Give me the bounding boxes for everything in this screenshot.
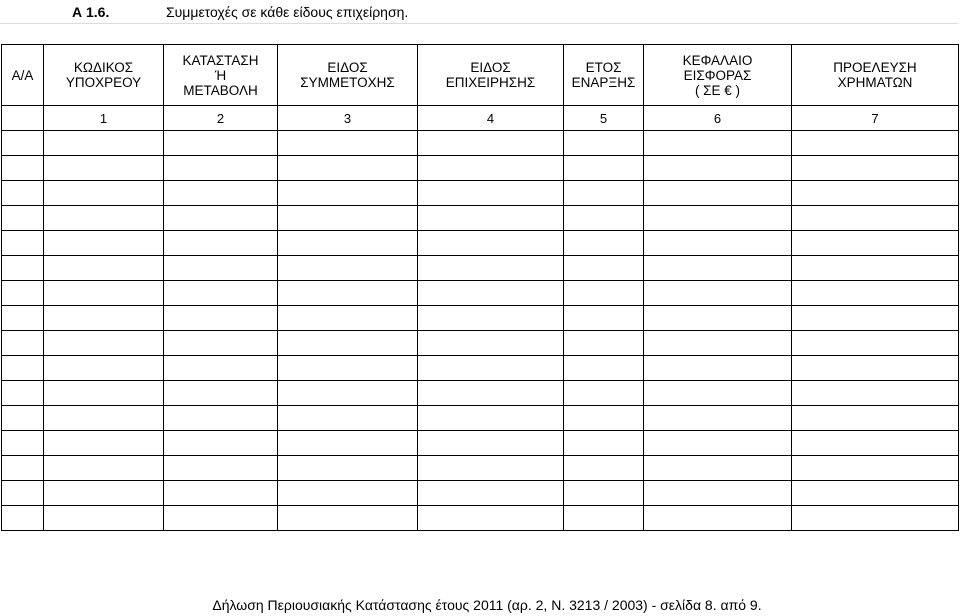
table-cell[interactable] [44,481,164,506]
table-cell[interactable] [564,356,644,381]
header-label: ΚΑΤΑΣΤΑΣΗ [182,52,259,68]
table-cell[interactable] [418,181,564,206]
table-cell[interactable] [564,231,644,256]
table-cell[interactable] [44,231,164,256]
table-cell[interactable] [644,281,792,306]
table-cell[interactable] [644,181,792,206]
table-cell[interactable] [44,456,164,481]
table-cell[interactable] [564,206,644,231]
table-cell[interactable] [44,331,164,356]
table-cell[interactable] [564,431,644,456]
table-row [2,156,959,181]
table-cell[interactable] [644,456,792,481]
table-cell[interactable] [164,481,278,506]
table-cell[interactable] [644,481,792,506]
table-row [2,356,959,381]
table-cell[interactable] [44,356,164,381]
table-cell[interactable] [418,231,564,256]
table-cell[interactable] [2,356,44,381]
table-row [2,131,959,156]
header-label: ΥΠΟΧΡΕΟΥ [65,75,142,90]
table-cell[interactable] [418,256,564,281]
table-cell[interactable] [278,456,418,481]
table-cell[interactable] [278,481,418,506]
header-label: ΚΩΔΙΚΟΣ [73,60,134,75]
table-cell[interactable] [278,406,418,431]
table-cell[interactable] [44,131,164,156]
table-cell[interactable] [278,131,418,156]
table-cell[interactable] [564,306,644,331]
table-cell[interactable] [44,506,164,531]
header-cell [164,45,278,106]
table-cell[interactable] [418,506,564,531]
table-cell[interactable] [644,256,792,281]
table-cell[interactable] [44,381,164,406]
table-cell[interactable] [278,356,418,381]
table-cell[interactable] [418,406,564,431]
table-cell[interactable] [418,381,564,406]
header-label: ΣΥΜΜΕΤΟΧΗΣ [300,75,395,90]
table-cell[interactable] [792,381,959,406]
column-number: 3 [278,106,418,131]
table-cell[interactable] [644,356,792,381]
table-cell[interactable] [792,506,959,531]
table-cell[interactable] [164,431,278,456]
table-cell[interactable] [792,156,959,181]
table-cell[interactable] [164,206,278,231]
table-cell[interactable] [278,381,418,406]
table-cell[interactable] [164,381,278,406]
table-cell[interactable] [644,406,792,431]
table-cell[interactable] [418,356,564,381]
table-row [2,181,959,206]
header-label: Ή [214,67,227,83]
column-number: 7 [792,106,959,131]
table-cell[interactable] [564,156,644,181]
table-cell[interactable] [564,506,644,531]
column-number: 1 [44,106,164,131]
table-cell[interactable] [164,356,278,381]
table-cell[interactable] [564,406,644,431]
header-label: ( ΣΕ € ) [694,82,741,98]
table-cell[interactable] [564,456,644,481]
table-cell[interactable] [164,156,278,181]
table-cell[interactable] [2,481,44,506]
header-cell [2,45,44,106]
table-cell[interactable] [564,256,644,281]
header-label: ΜΕΤΑΒΟΛΗ [183,82,258,98]
table-row [2,256,959,281]
table-cell[interactable] [792,406,959,431]
header-label: Α/Α [11,67,34,83]
table-cell[interactable] [792,281,959,306]
header-label: ΕΤΟΣ [585,60,622,75]
table-cell[interactable] [278,306,418,331]
table-cell[interactable] [792,256,959,281]
column-number [2,106,44,131]
table-cell[interactable] [278,156,418,181]
table-cell[interactable] [2,456,44,481]
table-cell[interactable] [418,331,564,356]
table-cell[interactable] [2,381,44,406]
table-cell[interactable] [418,306,564,331]
table-cell[interactable] [792,231,959,256]
table-row [2,456,959,481]
table-cell[interactable] [2,331,44,356]
table-row [2,306,959,331]
table-cell[interactable] [44,256,164,281]
table-cell[interactable] [564,181,644,206]
table-cell[interactable] [792,181,959,206]
table-cell[interactable] [644,506,792,531]
header-cell [564,45,644,106]
header-label: ΕΙΔΟΣ [327,60,368,75]
table-row [2,431,959,456]
table-cell[interactable] [44,206,164,231]
table-row [2,381,959,406]
table-cell[interactable] [564,481,644,506]
header-label: ΚΕΦΑΛΑΙΟ [682,52,753,68]
table-cell[interactable] [164,406,278,431]
table-row [2,406,959,431]
section-number: Α 1.6. [72,4,110,20]
table-cell[interactable] [564,381,644,406]
table-cell[interactable] [792,481,959,506]
table-cell[interactable] [564,281,644,306]
table-cell[interactable] [278,206,418,231]
table-cell[interactable] [2,206,44,231]
header-label: ΕΙΔΟΣ [470,60,511,75]
table-cell[interactable] [792,331,959,356]
table-cell[interactable] [2,181,44,206]
header-label: ΧΡΗΜΑΤΩΝ [837,75,913,90]
table-cell[interactable] [644,231,792,256]
table-cell[interactable] [44,181,164,206]
column-number: 4 [418,106,564,131]
table-cell[interactable] [164,231,278,256]
table-cell[interactable] [2,281,44,306]
table-cell[interactable] [2,306,44,331]
table-cell[interactable] [418,481,564,506]
table-cell[interactable] [164,181,278,206]
table-cell[interactable] [164,281,278,306]
table-cell[interactable] [644,306,792,331]
table-row [2,281,959,306]
table-cell[interactable] [278,256,418,281]
header-cell [418,45,564,106]
header-label: ΕΝΑΡΞΗΣ [571,75,636,90]
column-number: 6 [644,106,792,131]
table-row [2,506,959,531]
table-cell[interactable] [644,381,792,406]
table-cell[interactable] [2,406,44,431]
table-cell[interactable] [792,431,959,456]
header-cell [792,45,959,106]
section-divider [0,23,958,24]
table-cell[interactable] [792,206,959,231]
table-cell[interactable] [644,156,792,181]
table-cell[interactable] [2,431,44,456]
table-cell[interactable] [44,431,164,456]
table-body [2,131,959,531]
table-cell[interactable] [564,331,644,356]
table-cell[interactable] [44,281,164,306]
table-cell[interactable] [418,156,564,181]
table-row [2,331,959,356]
table-cell[interactable] [644,431,792,456]
table-cell[interactable] [792,131,959,156]
section-title: Συμμετοχές σε κάθε είδους επιχείρηση. [166,4,409,20]
table-cell[interactable] [2,256,44,281]
table-cell[interactable] [44,406,164,431]
table-cell[interactable] [278,331,418,356]
table-cell[interactable] [418,456,564,481]
table-cell[interactable] [44,306,164,331]
header-row [2,45,959,106]
table-cell[interactable] [418,281,564,306]
table-row [2,206,959,231]
table-cell[interactable] [418,431,564,456]
table-cell[interactable] [278,431,418,456]
table-cell[interactable] [564,131,644,156]
table-cell[interactable] [164,456,278,481]
table-cell[interactable] [164,306,278,331]
header-cell [44,45,164,106]
header-label: ΠΡΟΕΛΕΥΣΗ [833,60,917,75]
table-cell[interactable] [164,131,278,156]
page-footer [0,597,960,613]
table-cell[interactable] [164,331,278,356]
table-cell[interactable] [418,206,564,231]
table-cell[interactable] [278,506,418,531]
footer-text: Δήλωση Περιουσιακής Κατάστασης έτους 2011 (αρ. 2, Ν. 3213 / 2003) - σελίδα 8. από 9. [212,597,762,613]
table-cell[interactable] [164,256,278,281]
column-number: 2 [164,106,278,131]
header-cell [644,45,792,106]
table-cell[interactable] [278,281,418,306]
table-cell[interactable] [278,181,418,206]
table-row [2,231,959,256]
table-cell[interactable] [792,306,959,331]
header-label: ΕΠΙΧΕΙΡΗΣΗΣ [445,75,536,90]
table-cell[interactable] [2,231,44,256]
header-cell [278,45,418,106]
table-cell[interactable] [164,506,278,531]
table-cell[interactable] [278,231,418,256]
section-header [0,2,960,24]
table-cell[interactable] [2,156,44,181]
header-label: ΕΙΣΦΟΡΑΣ [683,67,752,83]
table-cell[interactable] [792,356,959,381]
table-cell[interactable] [644,331,792,356]
table-row [2,481,959,506]
table-cell[interactable] [44,156,164,181]
table-cell[interactable] [2,131,44,156]
table-cell[interactable] [418,131,564,156]
column-number-row [2,106,959,131]
table-cell[interactable] [792,456,959,481]
table-cell[interactable] [644,131,792,156]
table-cell[interactable] [644,206,792,231]
column-number: 5 [564,106,644,131]
holdings-table [1,44,959,531]
table-cell[interactable] [2,506,44,531]
